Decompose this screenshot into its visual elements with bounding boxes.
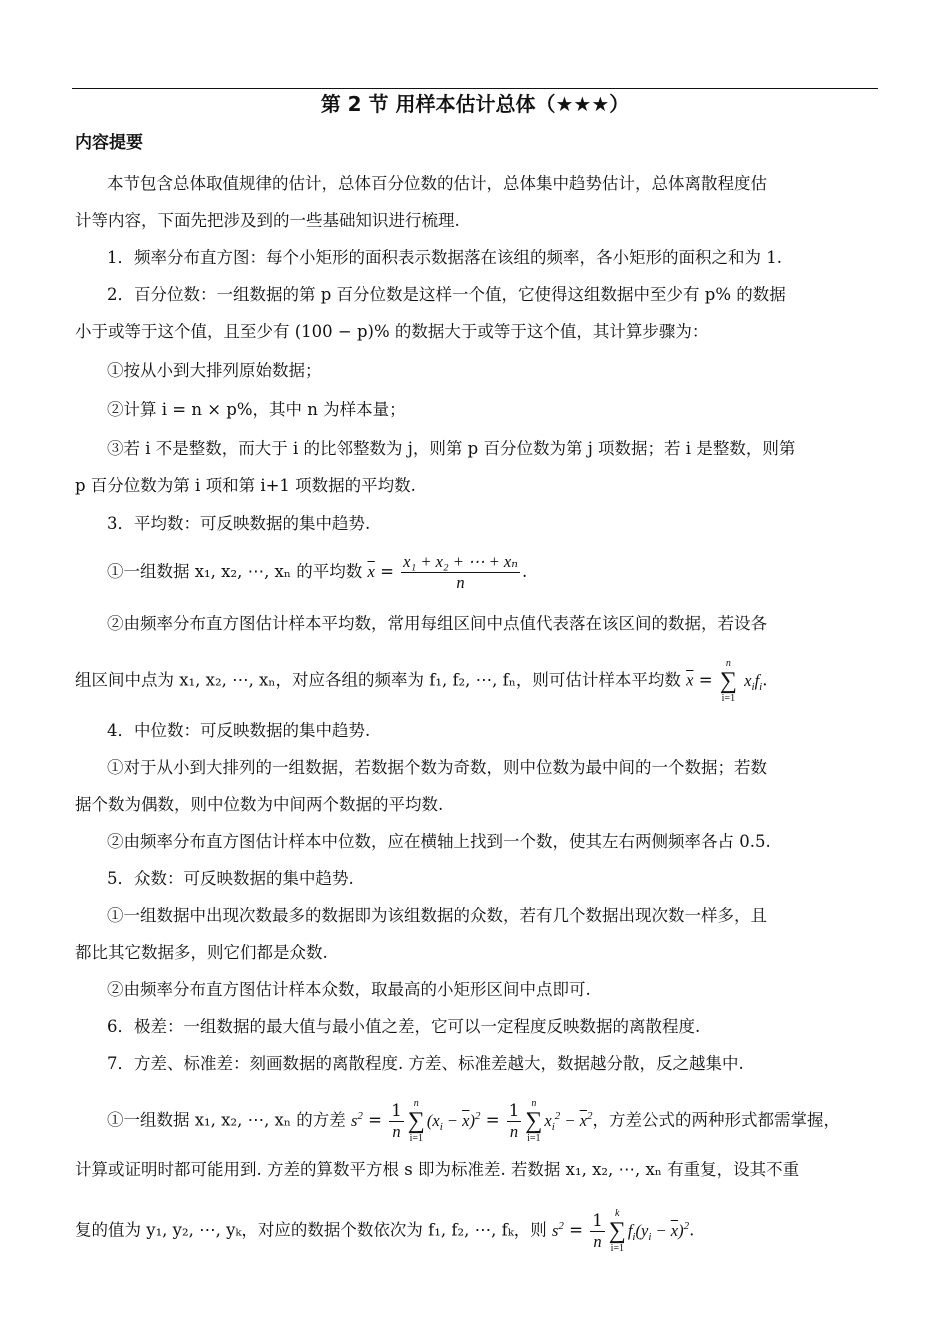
item-2-step-1: ①按从小到大排列原始数据；: [107, 361, 322, 380]
weighted-variance-sum: k ∑ i=1: [608, 1208, 626, 1254]
item-5-sub-1-line-1: ①一组数据中出现次数最多的数据即为该组数据的众数，若有几个数据出现次数一样多，且: [107, 906, 767, 925]
item-2-line-2: 小于或等于这个值，且至少有 (100 − p)% 的数据大于或等于这个值，其计算步骤为：: [75, 322, 709, 341]
weighted-variance-text: 复的值为 y₁, y₂, ⋯, yₖ，对应的数据个数依次为 f₁, f₂, ⋯, fₖ，则: [75, 1220, 547, 1240]
item-3: 3．平均数：可反映数据的集中趋势.: [107, 514, 371, 533]
item-7-sub-1-line-3: 复的值为 y₁, y₂, ⋯, yₖ，对应的数据个数依次为 f₁, f₂, ⋯, fₖ，则 $s^2$ = $\frac{1}{n}$ k ∑ i=1 $f_i(y_i - \overline{x})^2$.: [75, 1208, 695, 1254]
mean-symbol: $\overline{x}$: [367, 562, 375, 581]
item-7-sub-1-line-1: ①一组数据 x₁, x₂, ⋯, xₙ 的方差 $s^2$ = $\frac{1}{n}$ n ∑ i=1 $(x_i - \overline{x})^2$ = $\frac{1}{n}$ n ∑ i=1 $x_i^2 - \overline{x}^2$，方差公式的两种形式都需掌握，: [107, 1098, 841, 1144]
item-2-line-1: 2．百分位数：一组数据的第 p 百分位数是这样一个值，它使得这组数据中至少有 p% 的数据: [107, 285, 786, 304]
weighted-variance-fraction: $\frac{1}{n}$: [592, 1210, 603, 1251]
variance-sum-1: n ∑ i=1: [407, 1098, 425, 1144]
item-4-sub-2: ②由频率分布直方图估计样本中位数，应在横轴上找到一个数，使其左右两侧频率各占 0.5.: [107, 832, 771, 851]
item-7: 7．方差、标准差：刻画数据的离散程度. 方差、标准差越大，数据越分散，反之越集中.: [107, 1054, 744, 1073]
item-4-sub-1-line-2: 据个数为偶数，则中位数为中间两个数据的平均数.: [75, 795, 444, 814]
item-6: 6．极差：一组数据的最大值与最小值之差，它可以一定程度反映数据的离散程度.: [107, 1017, 701, 1036]
variance-fraction-2: $\frac{1}{n}$: [508, 1100, 520, 1141]
item-5-sub-2: ②由频率分布直方图估计样本众数，取最高的小矩形区间中点即可.: [107, 980, 591, 999]
intro-line-2: 计等内容，下面先把涉及到的一些基础知识进行梳理.: [75, 211, 460, 230]
intro-line-1: 本节包含总体取值规律的估计，总体百分位数的估计，总体集中趋势估计，总体离散程度估: [107, 174, 767, 193]
mean-numerator: x₁ + x₂ + ⋯ + xₙ: [403, 552, 518, 571]
weighted-mean-text: 组区间中点为 x₁, x₂, ⋯, xₙ，对应各组的频率为 f₁, f₂, ⋯, fₙ，则可估计样本平均数: [75, 670, 681, 690]
item-5: 5．众数：可反映数据的集中趋势.: [107, 869, 354, 888]
variance-text-after: ，方差公式的两种形式都需掌握，: [592, 1110, 841, 1130]
page-title: 第 2 节 用样本估计总体（★★★）: [320, 92, 630, 116]
item-1: 1．频率分布直方图：每个小矩形的面积表示数据落在该组的频率，各小矩形的面积之和为 1.: [107, 248, 782, 267]
item-3-sub-2-line-1: ②由频率分布直方图估计样本平均数，常用每组区间中点值代表落在该区间的数据，若设各: [107, 614, 767, 633]
item-4: 4．中位数：可反映数据的集中趋势.: [107, 721, 371, 740]
weighted-mean-symbol: $\overline{x}$: [686, 670, 694, 690]
mean-text: ①一组数据 x₁, x₂, ⋯, xₙ 的平均数: [107, 562, 363, 581]
item-2-step-3-line-1: ③若 i 不是整数，而大于 i 的比邻整数为 j，则第 p 百分位数为第 j 项数据；若 i 是整数，则第: [107, 439, 796, 458]
item-3-sub-2-line-2: 组区间中点为 x₁, x₂, ⋯, xₙ，对应各组的频率为 f₁, f₂, ⋯, fₙ，则可估计样本平均数 $\overline{x}$ = n ∑ i=1 $x_if_i$.: [75, 658, 768, 704]
sum-symbol: n ∑ i=1: [719, 658, 737, 704]
item-2-step-2: ②计算 i = n × p%，其中 n 为样本量；: [107, 400, 406, 419]
item-5-sub-1-line-2: 都比其它数据多，则它们都是众数.: [75, 943, 328, 962]
item-3-sub-1: ①一组数据 x₁, x₂, ⋯, xₙ 的平均数 $\overline{x}$ = $\frac{\text{x₁ + x₂ + ⋯ + xₙ}}{n}$ .: [107, 552, 528, 592]
item-4-sub-1-line-1: ①对于从小到大排列的一组数据，若数据个数为奇数，则中位数为最中间的一个数据；若数: [107, 758, 767, 777]
item-7-sub-1-line-2: 计算或证明时都可能用到. 方差的算数平方根 s 即为标准差. 若数据 x₁, x₂, ⋯, xₙ 有重复，设其不重: [75, 1160, 800, 1179]
variance-sum-2: n ∑ i=1: [525, 1098, 543, 1144]
item-2-step-3-line-2: p 百分位数为第 i 项和第 i+1 项数据的平均数.: [75, 476, 416, 495]
section-heading: 内容提要: [75, 133, 143, 153]
top-rule: [72, 88, 878, 89]
weighted-mean-term: $x_if_i$: [744, 670, 763, 693]
variance-fraction-1: $\frac{1}{n}$: [391, 1100, 402, 1141]
mean-denominator: n: [456, 573, 465, 592]
mean-fraction: [401, 552, 520, 593]
variance-symbol: $s^2$: [351, 1109, 363, 1130]
variance-text: ①一组数据 x₁, x₂, ⋯, xₙ 的方差: [107, 1110, 346, 1130]
weighted-variance-symbol: $s^2$: [551, 1219, 564, 1240]
